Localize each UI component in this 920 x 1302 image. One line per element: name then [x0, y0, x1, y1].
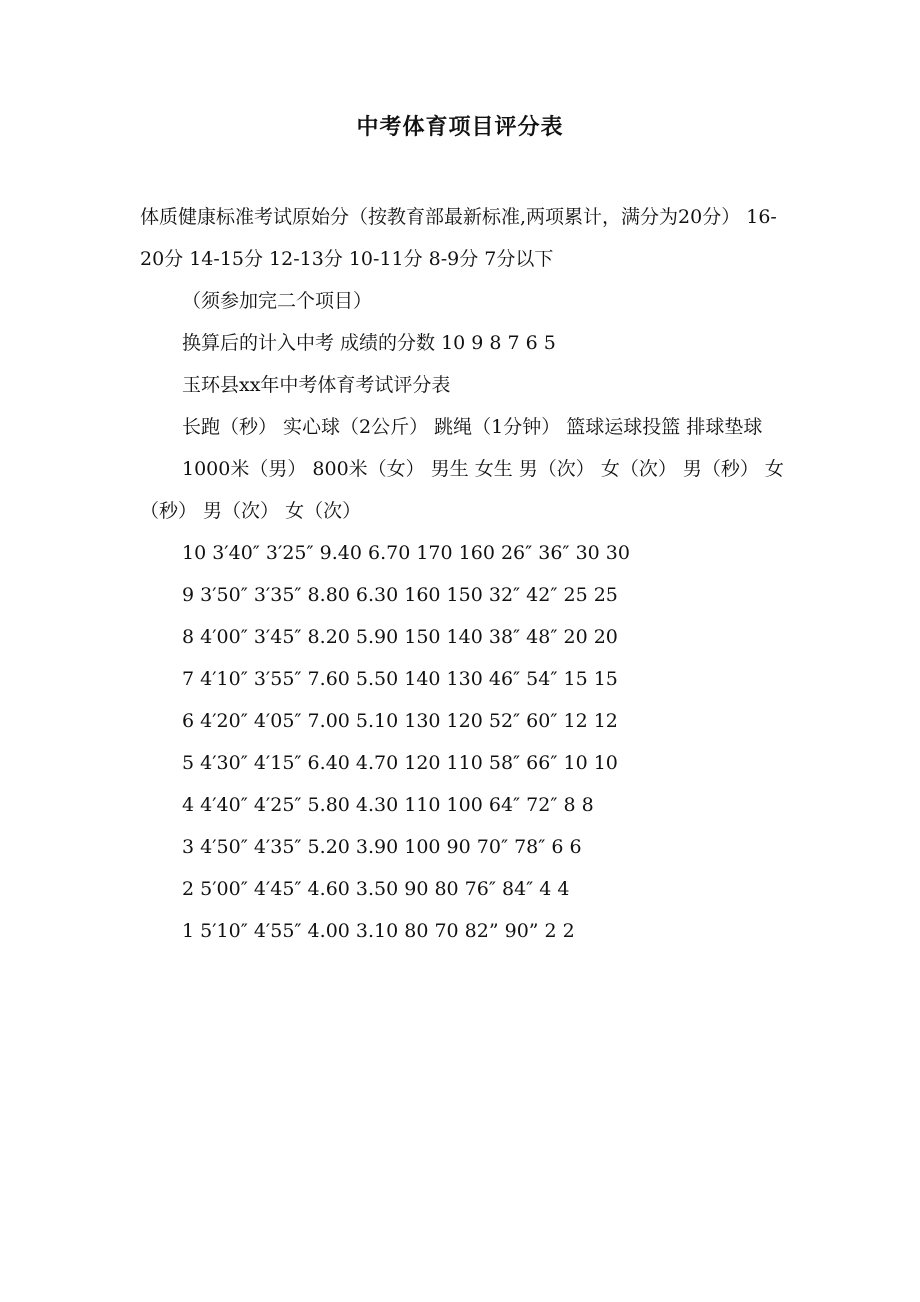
converted-score-paragraph: 换算后的计入中考 成绩的分数 10 9 8 7 6 5	[182, 332, 556, 354]
page-title: 中考体育项目评分表	[356, 114, 564, 140]
score-row: 9 3′50″ 3′35″ 8.80 6.30 160 150 32″ 42″ 25 25	[182, 584, 618, 606]
score-row: 8 4′00″ 3′45″ 8.20 5.90 150 140 38″ 48″ 20 20	[182, 626, 618, 648]
project-note: （须参加完二个项目）	[182, 290, 373, 312]
intro-paragraph: 体质健康标准考试原始分（按教育部最新标准,两项累计，满分为20分） 16-20分 14-15分 12-13分 10-11分 8-9分 7分以下	[140, 206, 777, 270]
score-row: 10 3′40″ 3′25″ 9.40 6.70 170 160 26″ 36″ 30 30	[182, 542, 630, 564]
score-row: 1 5′10″ 4′55″ 4.00 3.10 80 70 82” 90” 2 2	[182, 920, 575, 942]
score-row: 6 4′20″ 4′05″ 7.00 5.10 130 120 52″ 60″ 12 12	[182, 710, 618, 732]
score-row: 5 4′30″ 4′15″ 6.40 4.70 120 110 58″ 66″ 10 10	[182, 752, 618, 774]
event-subheading-paragraph: 1000米（男） 800米（女） 男生 女生 男（次） 女（次） 男（秒） 女（秒） 男（次） 女（次）	[140, 458, 784, 522]
score-row: 3 4′50″ 4′35″ 5.20 3.90 100 90 70″ 78″ 6 6	[182, 836, 582, 858]
event-category-paragraph: 长跑（秒） 实心球（2公斤） 跳绳（1分钟） 篮球运球投篮 排球垫球	[182, 416, 763, 438]
score-row: 7 4′10″ 3′55″ 7.60 5.50 140 130 46″ 54″ 15 15	[182, 668, 618, 690]
score-row: 4 4′40″ 4′25″ 5.80 4.30 110 100 64″ 72″ 8 8	[182, 794, 594, 816]
score-row: 2 5′00″ 4′45″ 4.60 3.50 90 80 76″ 84″ 4 4	[182, 878, 570, 900]
document-body	[140, 196, 790, 952]
county-table-heading: 玉环县xx年中考体育考试评分表	[182, 374, 451, 396]
